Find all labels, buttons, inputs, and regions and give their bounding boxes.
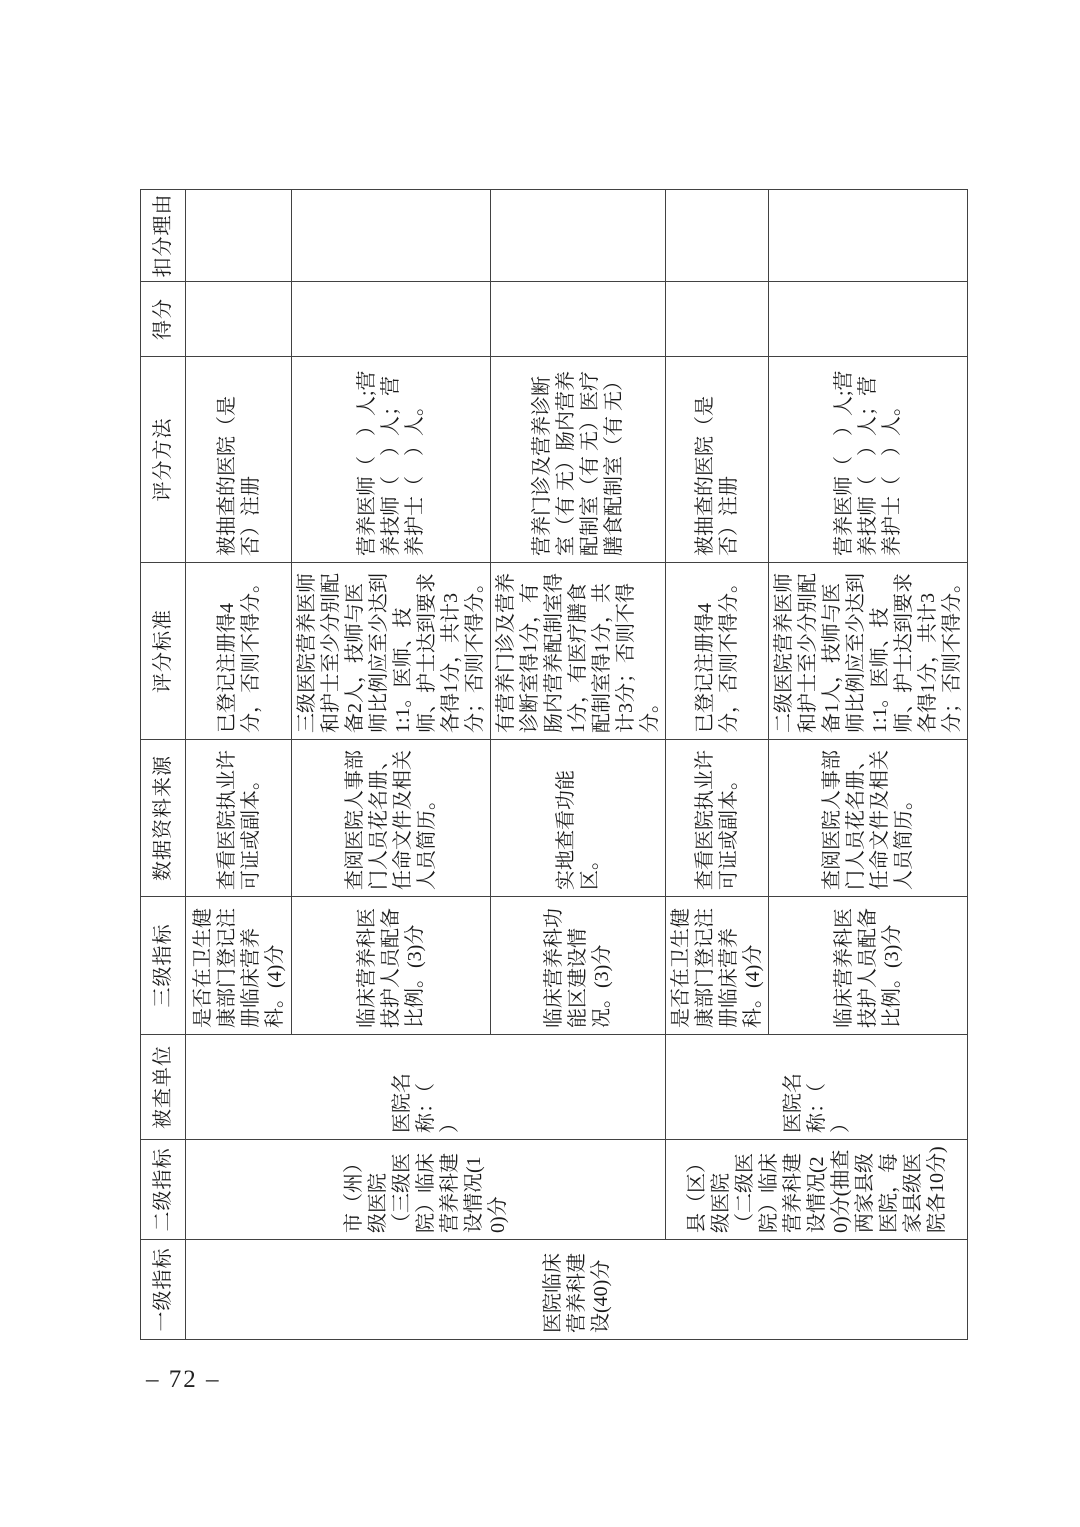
cell-r5-deduction (769, 190, 968, 282)
cell-r1-score (186, 282, 292, 357)
cell-r3-source: 实地查看功能区。 (491, 740, 666, 897)
cell-r4-level3: 是否在卫生健康部门登记注册临床营养科。(4)分 (666, 897, 769, 1035)
cell-unit-group1: 医院名称：（ ） (186, 1035, 666, 1140)
cell-r2-source: 查阅医院人事部门人员花名册、任命文件及相关人员简历。 (292, 740, 491, 897)
header-inspected-unit: 被查单位 (141, 1035, 186, 1140)
cell-r3-score (491, 282, 666, 357)
cell-r1-level3: 是否在卫生健康部门登记注册临床营养科。(4)分 (186, 897, 292, 1035)
cell-r2-deduction (292, 190, 491, 282)
cell-r2-standard: 三级医院营养医师和护士至少分别配备2人，技师与医师比例应至少达到1:1。医师、技师、护士达到要求各得1分，共计3分；否则不得分。 (292, 563, 491, 740)
rotation-wrapper (140, 190, 963, 1340)
cell-r4-source: 查看医院执业许可证或副本。 (666, 740, 769, 897)
cell-r3-method: 营养门诊及营养诊断室（有 无）肠内营养配制室（有 无）医疗膳食配制室（有 无） (491, 357, 666, 563)
cell-r3-level3: 临床营养科功能区建设情况。(3)分 (491, 897, 666, 1035)
header-deduction-reason: 扣分理由 (141, 190, 186, 282)
cell-r2-method: 营养医师（ ）人;营养技师（ ）人；营养护士（ ）人。 (292, 357, 491, 563)
cell-r2-score (292, 282, 491, 357)
assessment-score-table (140, 189, 968, 1340)
header-data-source: 数据资料来源 (141, 740, 186, 897)
header-scoring-method: 评分方法 (141, 357, 186, 563)
header-level2-indicator: 二级指标 (141, 1140, 186, 1240)
cell-r3-standard: 有营养门诊及营养诊断室得1分，有肠内营养配制室得1分，有医疗膳食配制室得1分，共计3分；否则不得分。 (491, 563, 666, 740)
cell-r4-deduction (666, 190, 769, 282)
cell-r5-score (769, 282, 968, 357)
cell-r5-standard: 二级医院营养医师和护士至少分别配备1人，技师与医师比例应至少达到1:1。医师、技师、护士达到要求各得1分，共计3分；否则不得分。 (769, 563, 968, 740)
cell-r1-deduction (186, 190, 292, 282)
header-scoring-standard: 评分标准 (141, 563, 186, 740)
header-level3-indicator: 三级指标 (141, 897, 186, 1035)
cell-level2-group1: 市（州）级医院（三级医院）临床营养科建设情况(10)分 (186, 1140, 666, 1240)
rotated-table-area (140, 190, 963, 1340)
cell-r4-standard: 已登记注册得4分，否则不得分。 (666, 563, 769, 740)
cell-level2-group2: 县（区）级医院（二级医院）临床营养科建设情况(20)分(抽查两家县级医院，每家县级医院各10分) (666, 1140, 968, 1240)
table-row (186, 190, 292, 1340)
cell-r5-level3: 临床营养科医技护人员配备比例。(3)分 (769, 897, 968, 1035)
cell-r1-standard: 已登记注册得4分，否则不得分。 (186, 563, 292, 740)
cell-r4-method: 被抽查的医院（是 否）注册 (666, 357, 769, 563)
cell-r1-method: 被抽查的医院（是 否）注册 (186, 357, 292, 563)
header-level1-indicator: 一级指标 (141, 1240, 186, 1340)
page-number: – 72 – (146, 1366, 221, 1393)
cell-r2-level3: 临床营养科医技护人员配备比例。(3)分 (292, 897, 491, 1035)
cell-r3-deduction (491, 190, 666, 282)
cell-unit-group2: 医院名称：（ ） (666, 1035, 968, 1140)
cell-r1-source: 查看医院执业许可证或副本。 (186, 740, 292, 897)
cell-r5-source: 查阅医院人事部门人员花名册、任命文件及相关人员简历。 (769, 740, 968, 897)
header-score: 得分 (141, 282, 186, 357)
header-row (141, 190, 186, 1340)
cell-r5-method: 营养医师（ ）人;营养技师（ ）人；营养护士（ ）人。 (769, 357, 968, 563)
cell-level1-indicator: 医院临床营养科建设(40)分 (186, 1240, 968, 1340)
table-row (666, 190, 769, 1340)
cell-r4-score (666, 282, 769, 357)
